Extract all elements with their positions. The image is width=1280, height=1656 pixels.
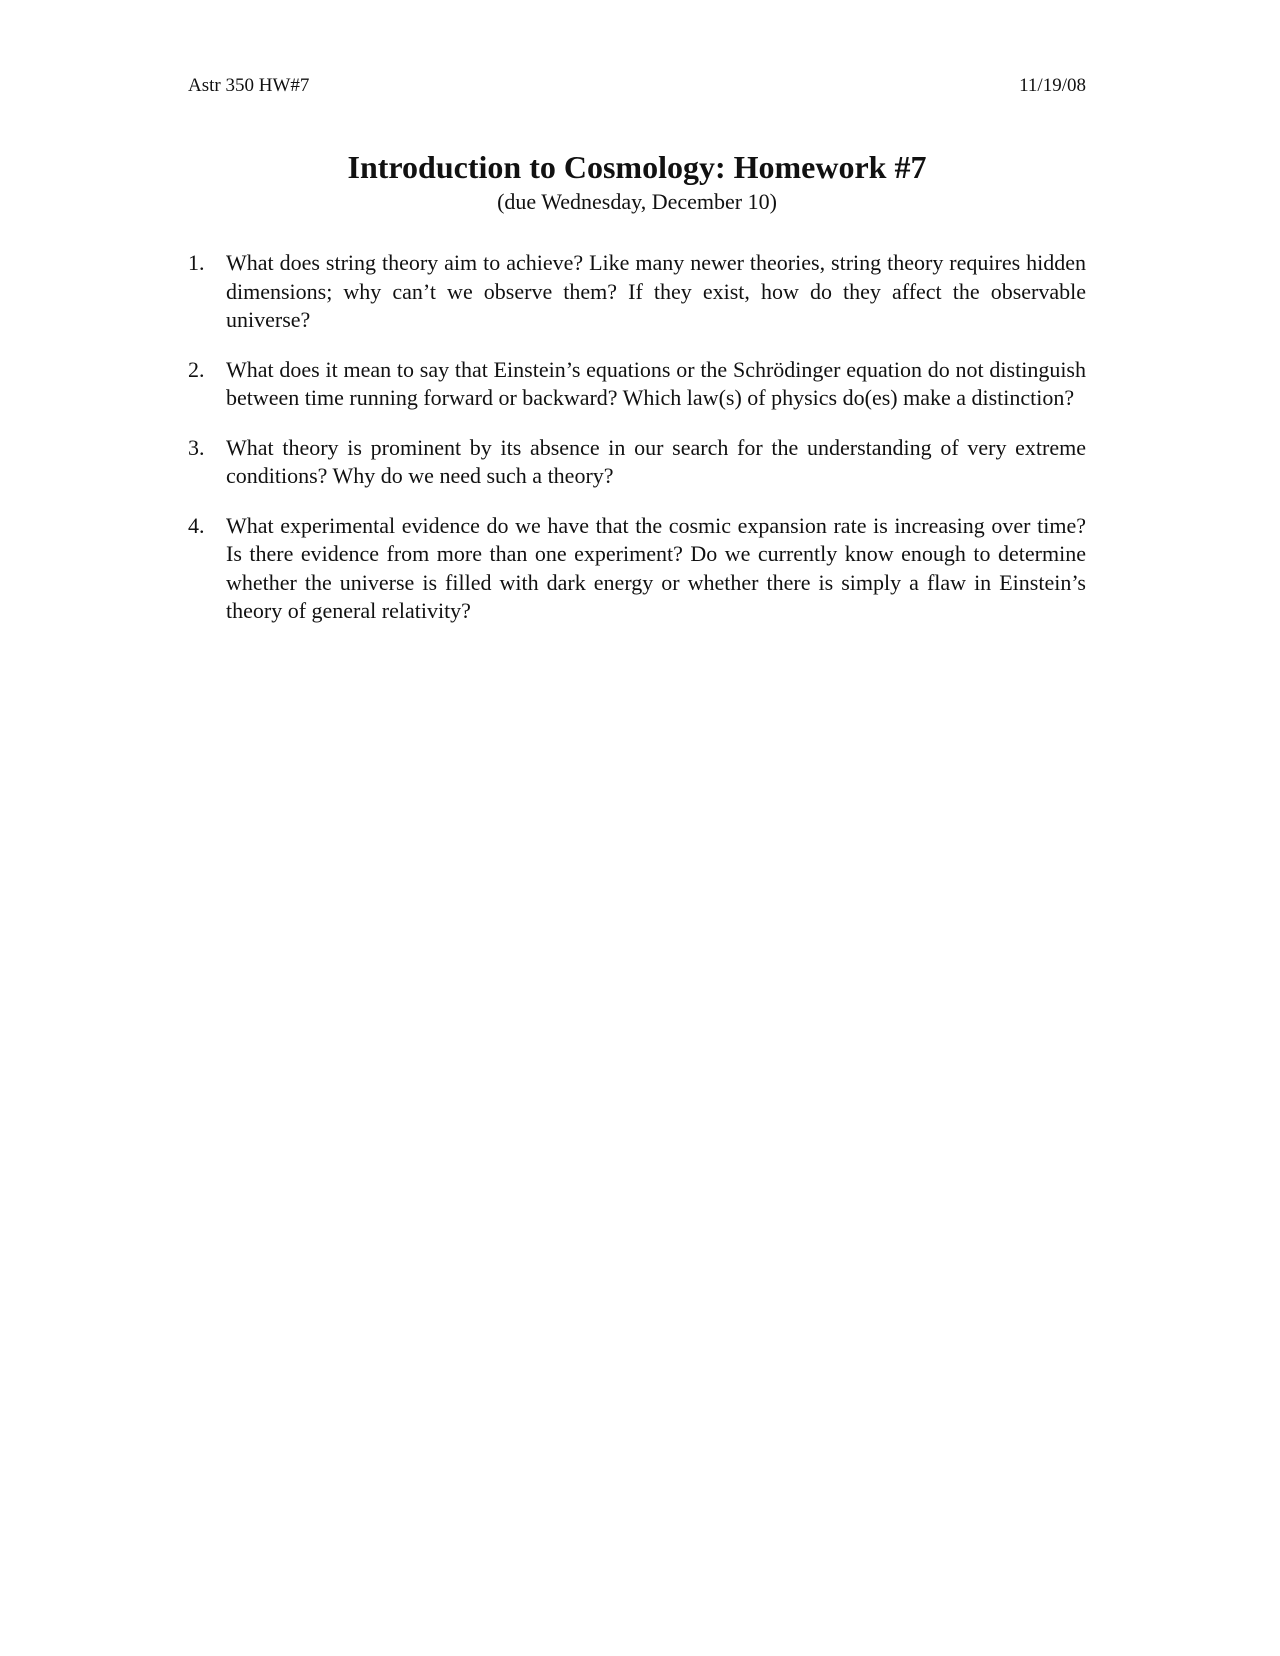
title-block: [188, 148, 1086, 216]
question-number: 3.: [188, 434, 205, 460]
due-date-subtitle: (due Wednesday, December 10): [497, 189, 777, 214]
header-date: 11/19/08: [1019, 75, 1086, 96]
page-title: Introduction to Cosmology: Homework #7: [347, 149, 927, 185]
question-item: [188, 356, 1086, 413]
question-item: [188, 434, 1086, 491]
course-label: Astr 350 HW#7: [188, 75, 310, 96]
question-number: 1.: [188, 250, 205, 275]
question-number: 2.: [188, 356, 205, 382]
question-text: What theory is prominent by its absence in our search for the understanding of very extreme conditions? Why do we need such a theory?: [226, 434, 1086, 488]
question-number: 4.: [188, 512, 205, 538]
question-text: What does string theory aim to achieve? Like many newer theories, string theory requires hidden dimensions; why can’t we observe them? If they exist, how do they affect the observable universe?: [226, 250, 1086, 332]
question-item: [188, 512, 1086, 626]
question-item: [188, 249, 1086, 335]
question-text: What experimental evidence do we have that the cosmic expansion rate is increasing over time? Is there evidence from more than one experiment? Do we currently know enough to determine whether the universe is filled with dark energy or whether there is simply a flaw in Einstein’s theory of general relativity?: [226, 512, 1086, 623]
question-list: [188, 249, 1086, 647]
question-text: What does it mean to say that Einstein’s equations or the Schrödinger equation do not distinguish between time running forward or backward? Which law(s) of physics do(es) make a distinction?: [226, 356, 1086, 410]
